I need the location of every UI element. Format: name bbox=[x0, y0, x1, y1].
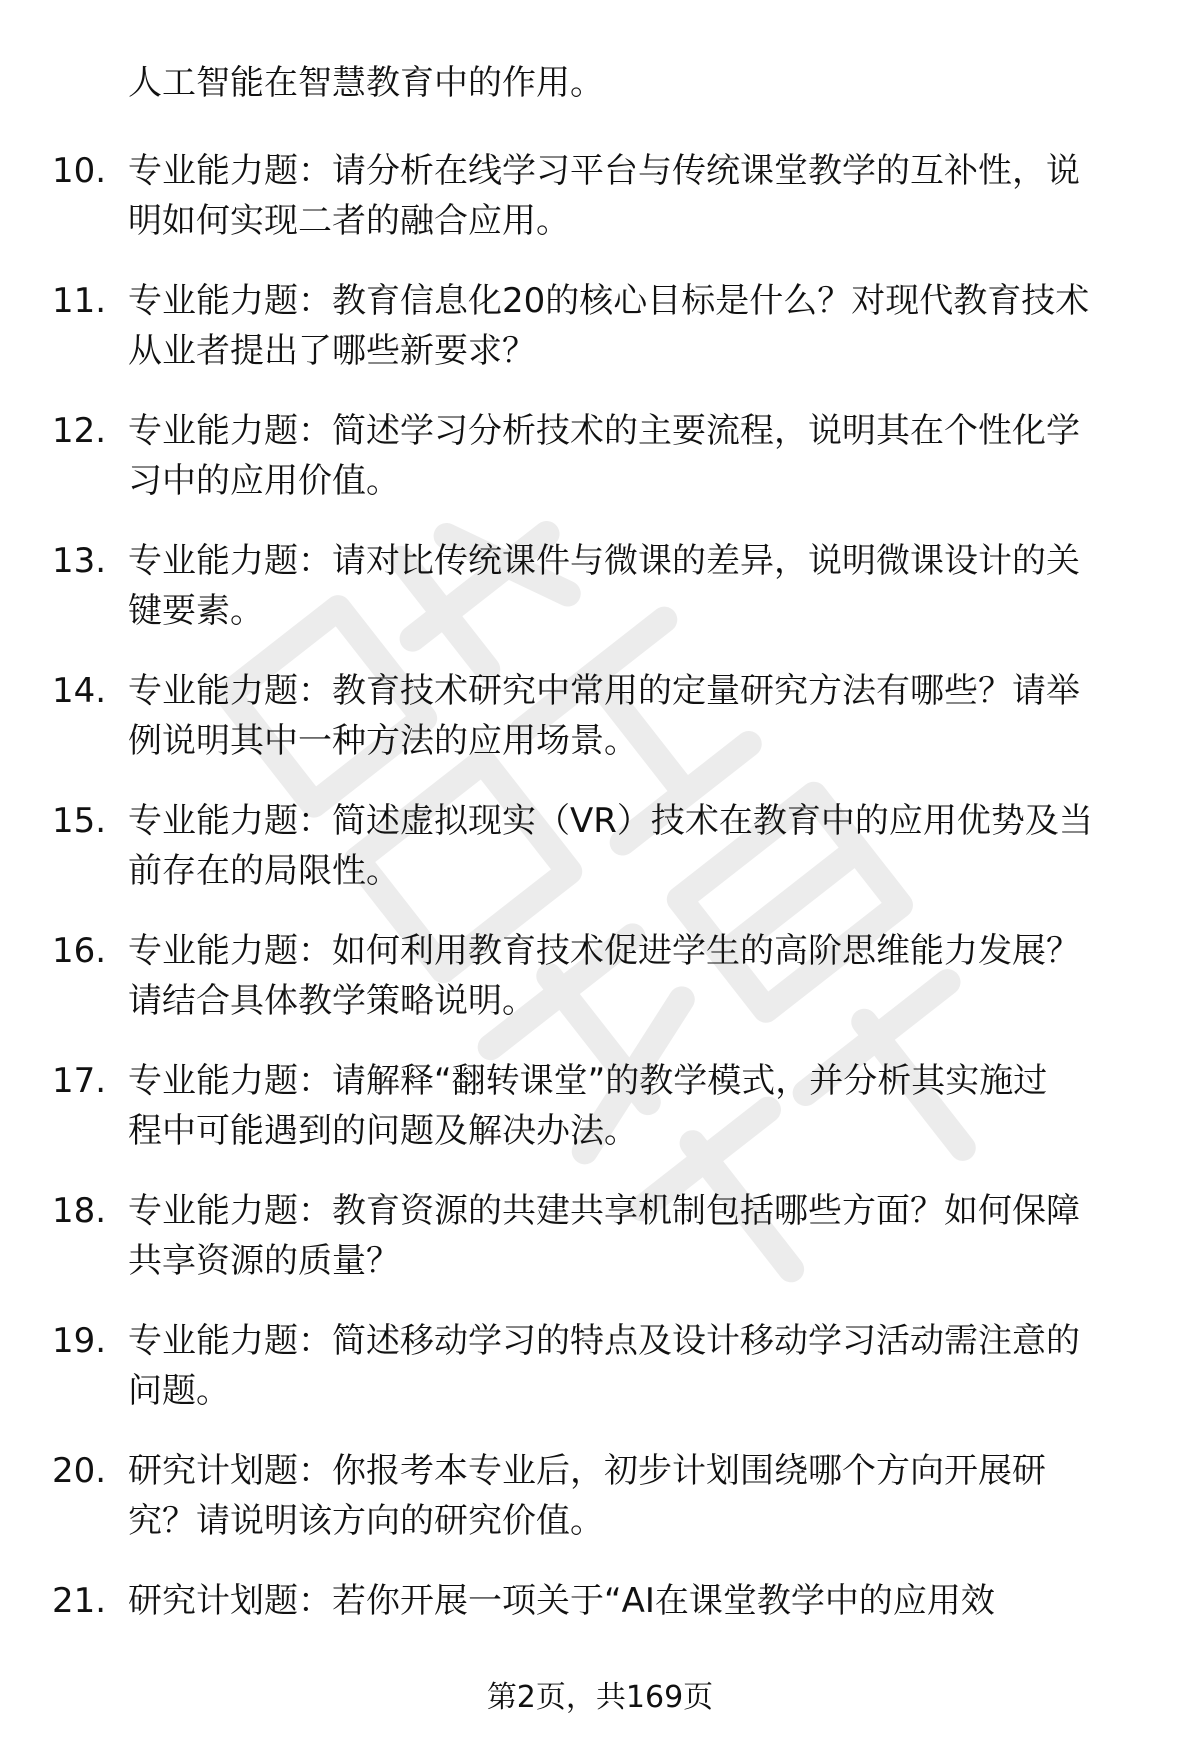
item-number: 17. bbox=[52, 1061, 107, 1101]
item-text-line: 研究计划题：若你开展一项关于“AI在课堂教学中的应用效 bbox=[128, 1581, 995, 1621]
item-text-line: 专业能力题：简述移动学习的特点及设计移动学习活动需注意的 bbox=[128, 1321, 1080, 1361]
item-text-line: 专业能力题：请解释“翻转课堂”的教学模式，并分析其实施过 bbox=[128, 1061, 1048, 1101]
item-number: 19. bbox=[52, 1321, 107, 1361]
page-footer: 第2页，共169页 bbox=[486, 1680, 714, 1715]
list-item bbox=[0, 796, 1200, 926]
list-item bbox=[0, 276, 1200, 406]
item-text-line: 专业能力题：教育信息化20的核心目标是什么？对现代教育技术 bbox=[128, 281, 1090, 321]
item-text bbox=[128, 146, 1168, 246]
item-number: 21. bbox=[52, 1581, 107, 1621]
item-text-line: 程中可能遇到的问题及解决办法。 bbox=[128, 1111, 638, 1151]
item-text-line: 习中的应用价值。 bbox=[128, 461, 400, 501]
list-item bbox=[0, 666, 1200, 796]
item-text bbox=[128, 926, 1168, 1026]
item-number: 12. bbox=[52, 411, 107, 451]
item-text-line: 前存在的局限性。 bbox=[128, 851, 400, 891]
list-item bbox=[0, 1446, 1200, 1576]
item-number: 16. bbox=[52, 931, 107, 971]
item-text bbox=[128, 1056, 1168, 1156]
item-text-line: 专业能力题：如何利用教育技术促进学生的高阶思维能力发展？ bbox=[128, 931, 1080, 971]
item-text-line: 专业能力题：教育技术研究中常用的定量研究方法有哪些？请举 bbox=[128, 671, 1080, 711]
item-text bbox=[128, 666, 1168, 766]
list-item bbox=[0, 926, 1200, 1056]
list-item bbox=[0, 406, 1200, 536]
item-text-line: 问题。 bbox=[128, 1371, 230, 1411]
item-text bbox=[128, 1186, 1168, 1286]
continuation-line: 人工智能在智慧教育中的作用。 bbox=[128, 63, 604, 103]
item-text-line: 例说明其中一种方法的应用场景。 bbox=[128, 721, 638, 761]
item-number: 14. bbox=[52, 671, 107, 711]
item-text-line: 从业者提出了哪些新要求？ bbox=[128, 331, 536, 371]
list-item bbox=[0, 1056, 1200, 1186]
item-text-line: 专业能力题：教育资源的共建共享机制包括哪些方面？如何保障 bbox=[128, 1191, 1080, 1231]
item-number: 18. bbox=[52, 1191, 107, 1231]
item-text-line: 明如何实现二者的融合应用。 bbox=[128, 201, 570, 241]
item-text bbox=[128, 796, 1168, 896]
item-text-line: 专业能力题：请对比传统课件与微课的差异，说明微课设计的关 bbox=[128, 541, 1080, 581]
item-text-line: 请结合具体教学策略说明。 bbox=[128, 981, 536, 1021]
item-text bbox=[128, 1446, 1168, 1546]
question-list bbox=[0, 146, 1200, 1706]
item-number: 11. bbox=[52, 281, 107, 321]
item-text-line: 专业能力题：请分析在线学习平台与传统课堂教学的互补性，说 bbox=[128, 151, 1080, 191]
item-text-line: 键要素。 bbox=[128, 591, 264, 631]
list-item bbox=[0, 536, 1200, 666]
item-number: 20. bbox=[52, 1451, 107, 1491]
item-text bbox=[128, 536, 1168, 636]
item-text bbox=[128, 1316, 1168, 1416]
item-text-line: 专业能力题：简述虚拟现实（VR）技术在教育中的应用优势及当 bbox=[128, 801, 1093, 841]
item-text bbox=[128, 1576, 1168, 1626]
item-text-line: 专业能力题：简述学习分析技术的主要流程，说明其在个性化学 bbox=[128, 411, 1080, 451]
item-number: 13. bbox=[52, 541, 107, 581]
list-item bbox=[0, 1186, 1200, 1316]
item-text-line: 共享资源的质量？ bbox=[128, 1241, 400, 1281]
list-item bbox=[0, 1316, 1200, 1446]
item-text bbox=[128, 276, 1168, 376]
list-item bbox=[0, 146, 1200, 276]
item-text-line: 究？请说明该方向的研究价值。 bbox=[128, 1501, 604, 1541]
item-number: 15. bbox=[52, 801, 107, 841]
item-text bbox=[128, 406, 1168, 506]
item-number: 10. bbox=[52, 151, 107, 191]
item-text-line: 研究计划题：你报考本专业后，初步计划围绕哪个方向开展研 bbox=[128, 1451, 1046, 1491]
